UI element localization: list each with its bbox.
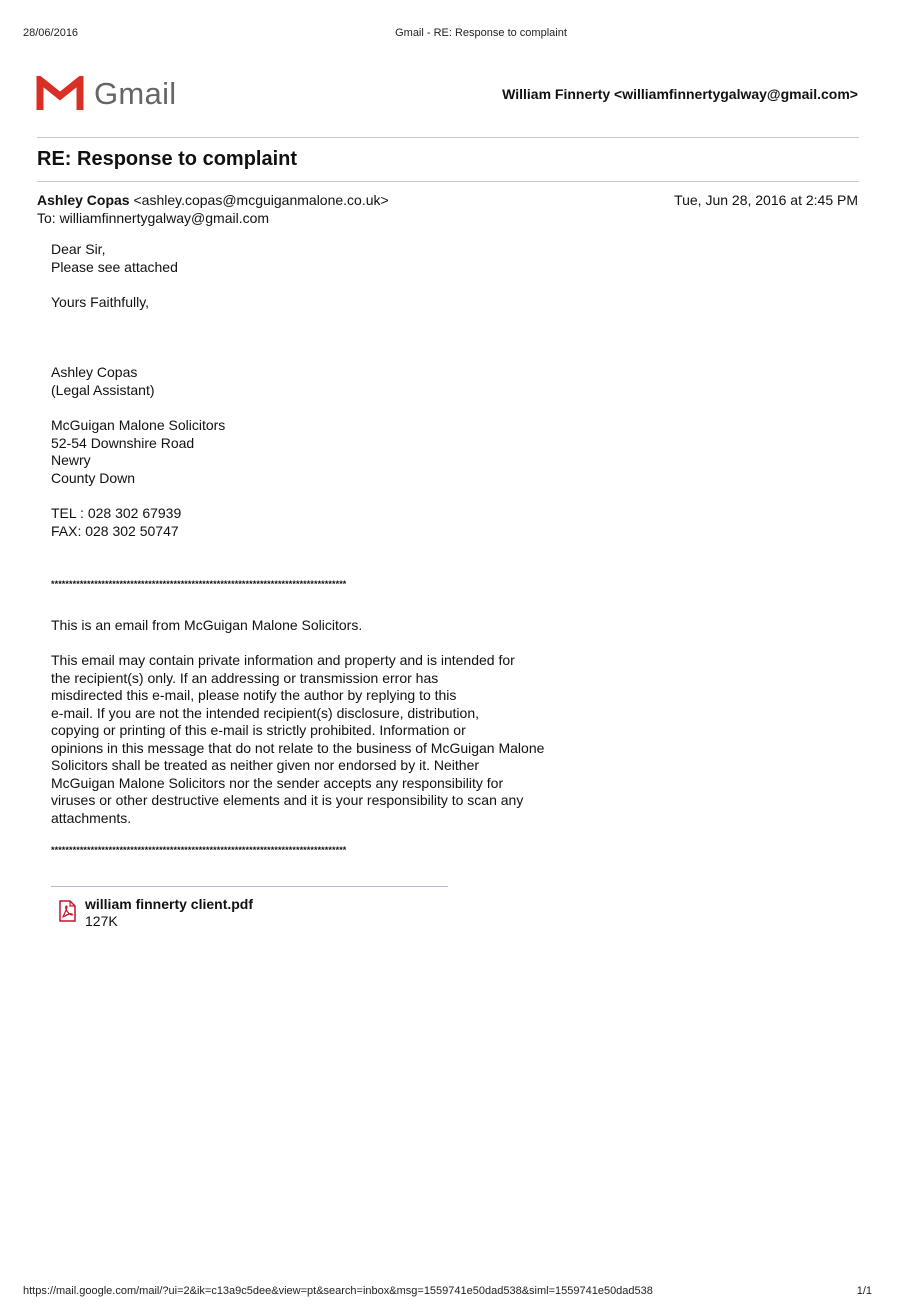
attachment-name[interactable]: william finnerty client.pdf: [85, 896, 254, 912]
gmail-logo[interactable]: [36, 76, 176, 112]
gmail-logo-text: Gmail: [94, 76, 177, 111]
account-identity: William Finnerty <williamfinnertygalway@gmail.com>: [502, 86, 858, 102]
email-subject: RE: Response to complaint: [37, 148, 298, 170]
subject-divider: [37, 181, 859, 182]
email-signoff: Yours Faithfully,: [51, 294, 150, 310]
attachment-divider: [51, 886, 448, 887]
email-date: Tue, Jun 28, 2016 at 2:45 PM: [674, 192, 858, 208]
print-date: 28/06/2016: [23, 27, 79, 39]
sender-name: Ashley Copas: [37, 192, 130, 208]
sender-line: [37, 192, 389, 208]
page-number: 1/1: [856, 1285, 872, 1297]
attachment-size: 127K: [85, 913, 118, 929]
disclaimer-intro: This is an email from McGuigan Malone Solicitors.: [51, 617, 363, 633]
separator-stars-bottom: **********************************************************************************: [51, 845, 347, 855]
signature-name: Ashley Copas (Legal Assistant): [51, 364, 155, 398]
attachment[interactable]: [57, 896, 253, 930]
email-greeting: Dear Sir, Please see attached: [51, 241, 178, 275]
sender-email: <ashley.copas@mcguiganmalone.co.uk>: [133, 192, 389, 208]
footer-url: https://mail.google.com/mail/?ui=2&ik=c13a9c5dee&view=pt&search=inbox&msg=1559741e50dad538&siml=1559741e50dad538: [23, 1285, 653, 1297]
firm-address: McGuigan Malone Solicitors 52-54 Downshire Road Newry County Down: [51, 417, 226, 486]
recipient-line: To: williamfinnertygalway@gmail.com: [37, 210, 270, 226]
contact-numbers: TEL : 028 302 67939 FAX: 028 302 50747: [51, 505, 182, 539]
header-divider: [37, 137, 859, 138]
print-title: Gmail - RE: Response to complaint: [395, 27, 567, 39]
separator-stars-top: **********************************************************************************: [51, 579, 347, 589]
pdf-file-icon: [57, 900, 77, 927]
disclaimer-text: This email may contain private information and property and is intended for the recipient(s) only. If an addressing or transmission error has misdirected this e-mail, please notify the author by replying to this e-mail. If you are not the intended recipient(s) disclosure, distribution, copying or printing of this e-mail is strictly prohibited. Information or opinions in this message that do not relate to the business of McGuigan Malone Solicitors shall be treated as neither given nor endorsed by it. Neither McGuigan Malone Solicitors nor the sender accepts any responsibility for viruses or other destructive elements and it is your responsibility to scan any attachments.: [51, 652, 545, 826]
gmail-m-icon: [36, 76, 84, 112]
